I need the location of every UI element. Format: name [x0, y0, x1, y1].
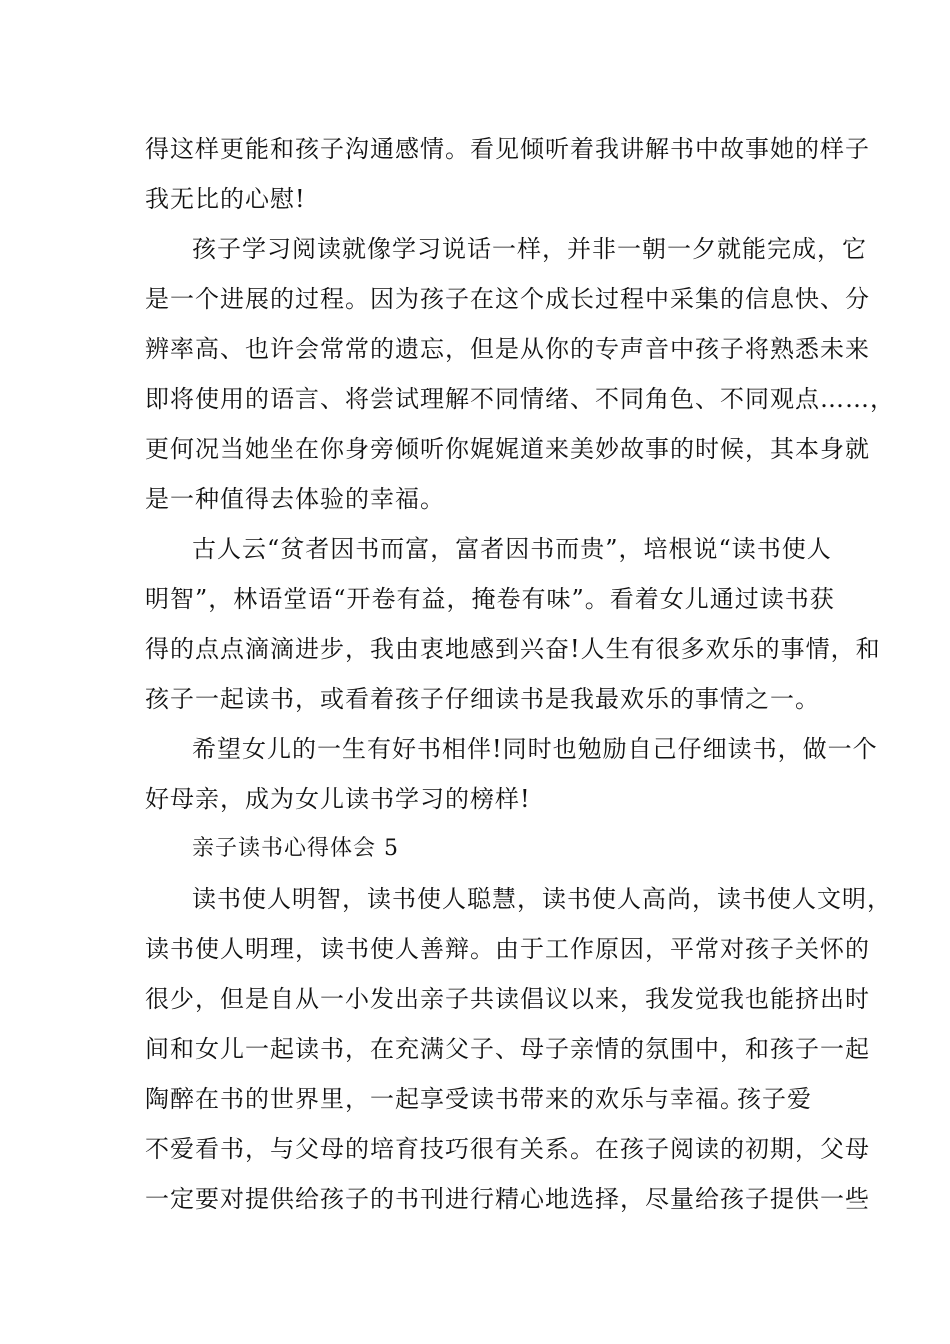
text-line: 辨率高、也许会常常的遗忘，但是从你的专声音中孩子将熟悉未来	[145, 335, 870, 363]
text-line: 间和女儿一起读书，在充满父子、母子亲情的氛围中，和孩子一起	[145, 1035, 870, 1063]
text-line: 我无比的心慰!	[145, 185, 306, 213]
text-line: 一定要对提供给孩子的书刊进行精心地选择，尽量给孩子提供一些	[145, 1185, 870, 1213]
section-heading: 亲子读书心得体会 5	[192, 836, 399, 861]
text-line: 是一种值得去体验的幸福。	[145, 485, 445, 513]
text-line: 得这样更能和孩子沟通感情。看见倾听着我讲解书中故事她的样子	[145, 135, 870, 163]
text-line: 是一个进展的过程。因为孩子在这个成长过程中采集的信息快、分	[145, 285, 870, 313]
text-line: 明智”，林语堂语“开卷有益，掩卷有味”。看着女儿通过读书获	[145, 585, 835, 613]
text-fragment: 孩子爱	[737, 1085, 812, 1113]
paragraph-line: 孩子学习阅读就像学习说话一样，并非一朝一夕就能完成，它	[192, 235, 867, 263]
text-line: 陶醉在书的世界里，一起享受读书带来的欢乐与幸福。	[145, 1085, 745, 1113]
text-line: 读书使人明理，读书使人善辩。由于工作原因，平常对孩子关怀的	[145, 935, 870, 963]
text-line: 更何况当她坐在你身旁倾听你娓娓道来美妙故事的时候，其本身就	[145, 435, 870, 463]
text-line: 不爱看书，与父母的培育技巧很有关系。在孩子阅读的初期，父母	[145, 1135, 870, 1163]
paragraph-line: 古人云“贫者因书而富，富者因书而贵”，培根说“读书使人	[192, 535, 832, 563]
text-line: 好母亲，成为女儿读书学习的榜样!	[145, 785, 531, 813]
paragraph-line: 读书使人明智，读书使人聪慧，读书使人高尚，读书使人文明，	[192, 885, 892, 913]
text-line: 孩子一起读书，或看着孩子仔细读书是我最欢乐的事情之一。	[145, 685, 820, 713]
text-line: 得的点点滴滴进步，我由衷地感到兴奋!人生有很多欢乐的事情，和	[145, 635, 881, 663]
paragraph-line: 希望女儿的一生有好书相伴!同时也勉励自己仔细读书，做一个	[192, 735, 878, 763]
text-line: 即将使用的语言、将尝试理解不同情绪、不同角色、不同观点……，	[145, 385, 895, 413]
text-line: 很少，但是自从一小发出亲子共读倡议以来，我发觉我也能挤出时	[145, 985, 870, 1013]
